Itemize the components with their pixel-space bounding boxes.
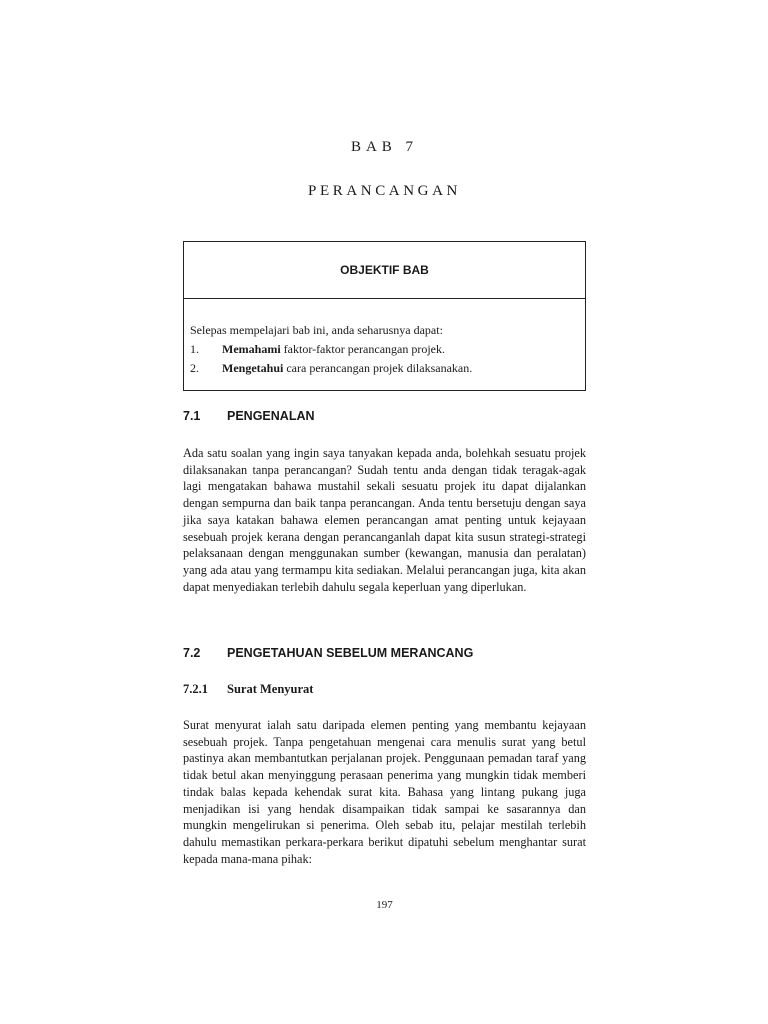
objective-text: [222, 340, 445, 359]
section-number: 7.1: [183, 409, 201, 423]
objective-item: [190, 359, 577, 378]
section-number: 7.2: [183, 646, 201, 660]
section-7-1-paragraph: Ada satu soalan yang ingin saya tanyakan kepada anda, bolehkah sesuatu projek dilaksanakan tanpa perancangan? Sudah tentu anda dengan tidak teragak-agak lagi mengatakan bahawa mustahil sekali sesuatu projek itu dapat dijalankan dengan sempurna dan baik tanpa perancangan. Anda tentu bersetuju dengan saya jika saya katakan bahawa elemen perancangan amat penting untuk kejayaan sesebuah projek kerana dengan perancanganlah dapat kita susun strategi-strategi pelaksanaan dengan menggunakan sumber (kewangan, manusia dan peralatan) yang ada atau yang termampu kita sediakan. Melalui perancangan juga, kita akan dapat menyediakan terlebih dahulu segala keperluan yang diperlukan.: [183, 446, 586, 594]
objective-keyword: Memahami: [222, 342, 281, 356]
page-number: 197: [376, 899, 393, 911]
subsection-number: 7.2.1: [183, 682, 208, 696]
section-heading-7-1: [183, 409, 315, 423]
section-title: PENGENALAN: [227, 409, 315, 423]
section-heading-7-2: [183, 646, 473, 660]
chapter-title: PERANCANGAN: [308, 183, 461, 199]
objective-keyword: Mengetahui: [222, 361, 284, 375]
objective-number: 1.: [190, 342, 199, 356]
subsection-heading-7-2-1: [183, 682, 313, 697]
section-title: PENGETAHUAN SEBELUM MERANCANG: [227, 646, 474, 660]
objective-rest: faktor-faktor perancangan projek.: [280, 342, 445, 356]
objective-item: [190, 340, 577, 359]
objectives-intro: Selepas mempelajari bab ini, anda seharusnya dapat:: [190, 323, 443, 337]
objective-number: 2.: [190, 361, 199, 375]
objectives-header: OBJEKTIF BAB: [184, 242, 585, 299]
objectives-box: [183, 241, 586, 391]
objective-text: [222, 359, 472, 378]
chapter-number: BAB 7: [350, 139, 419, 155]
subsection-paragraph: Surat menyurat ialah satu daripada elemen penting yang membantu kejayaan sesebuah projek. Tanpa pengetahuan mengenai cara menulis surat yang betul pastinya akan membantutkan perjalanan projek. Penggunaan pemadan taraf yang tidak betul akan menyinggung perasaan penerima yang mungkin tidak memberi tindak balas kepada kehendak surat kita. Bahasa yang lintang pukang juga menjadikan isi yang hendak disampaikan tidak sampai ke sasarannya dan mungkin mengelirukan si penerima. Oleh sebab itu, pelajar mestilah terlebih dahulu memastikan perkara-perkara berikut dipatuhi sebelum menghantar surat kepada mana-mana pihak:: [183, 718, 586, 866]
document-page: [183, 0, 586, 1024]
objectives-body: [184, 299, 585, 378]
subsection-title: Surat Menyurat: [227, 682, 314, 696]
objective-rest: cara perancangan projek dilaksanakan.: [283, 361, 473, 375]
